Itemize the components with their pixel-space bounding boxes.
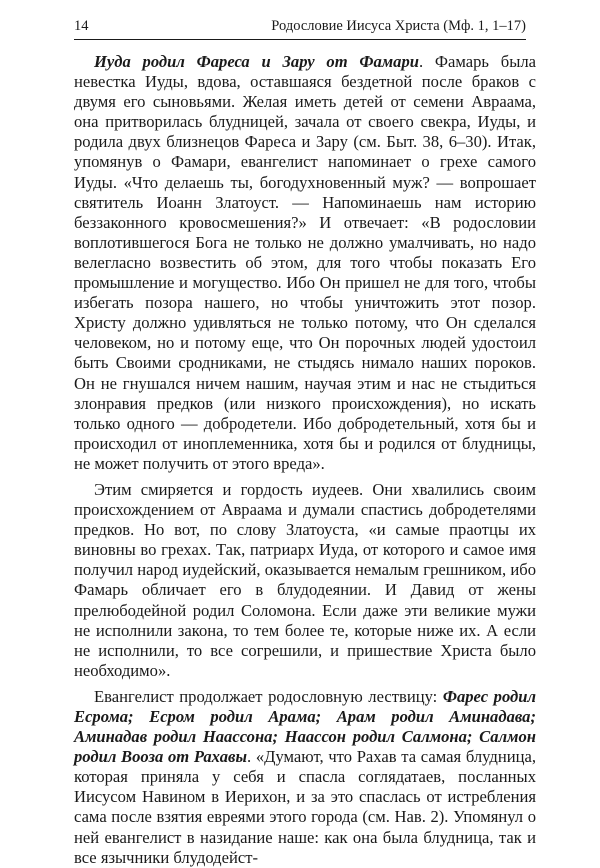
paragraph-3-text: . «Думают, что Рахав та самая блудница, которая приняла у себя и спасла соглядатаев, посланных Иисусом Навином в Иерихон, и за это спаслась от истребления сама после взятия евреями этого города (см. Нав. 2). Упомянул о ней евангелист в назидание наше: как она была блудница, так и все язычники блудодейст-	[74, 747, 536, 867]
running-title: Родословие Иисуса Христа (Мф. 1, 1–17)	[271, 18, 526, 34]
page-number: 14	[74, 18, 89, 34]
page-body	[74, 52, 536, 868]
paragraph-1-text: . Фамарь была невестка Иуды, вдова, оставшаяся бездетной после браков с двумя его сыновьями. Желая иметь детей от семени Авраама, она притворилась блудницей, зачала от своего свекра, Иуды, и родила двух близнецов Фареса и Зару (см. Быт. 38, 6–30). Итак, упомянув о Фамари, евангелист напоминает о грехе самого Иуды. «Что делаешь ты, богодухновенный муж? — вопрошает святитель Иоанн Златоуст. — Напоминаешь нам историю беззаконного кровосмешения?» И отвечает: «В родословии воплотившегося Бога не только не должно умалчивать, но надо велегласно возвестить об этом, для того чтобы показать Его промышление и могущество. Ибо Он пришел не для того, чтобы избегать позора нашего, но чтобы уничтожить этот позор. Христу должно удивляться не только потому, что Он сделался человеком, но и потому еще, что Он порочных людей удостоил быть Своими сродниками, не стыдясь нимало наших пороков. Он не гнушался ничем нашим, научая этим и нас не стыдиться злонравия предков (или низкого происхождения), но искать только одного — добродетели. Ибо добродетельный, хотя бы и происходил от иноплеменника, хотя бы и родился от блудницы, не может получить от этого вреда».	[74, 52, 536, 473]
paragraph-2-text: Этим смиряется и гордость иудеев. Они хвалились своим происхождением от Авраама и думали спастись добродетелями предков. Но вот, по слову Златоуста, «и самые праотцы их виновны во грехах. Так, патриарх Иуда, от которого и самое имя получил народ иудейский, оказывается немалым грешником, ибо Фамарь обличает его в блудодеянии. И Давид от жены прелюбодейной родил Соломона. Если даже эти великие мужи не исполнили закона, то тем более те, которые ниже их. А если не исполнили, то все согрешили, и пришествие Христа было необходимо».	[74, 479, 536, 680]
verse-heading: Иуда родил Фареса и Зару от Фамари	[94, 52, 419, 71]
paragraph-3-intro: Евангелист продолжает родословную лествицу:	[94, 686, 443, 706]
genealogy-verse: Фарес родил Есрома; Есром родил Арама; Арам родил Аминадава; Аминадав родил Наассона; Наассон родил Салмона; Салмон родил Вооза от Рахавы	[74, 686, 536, 767]
paragraph-1	[74, 52, 536, 474]
page-header	[74, 14, 526, 40]
paragraph-2	[74, 480, 536, 681]
paragraph-3	[74, 687, 536, 868]
header-rule	[74, 39, 526, 40]
